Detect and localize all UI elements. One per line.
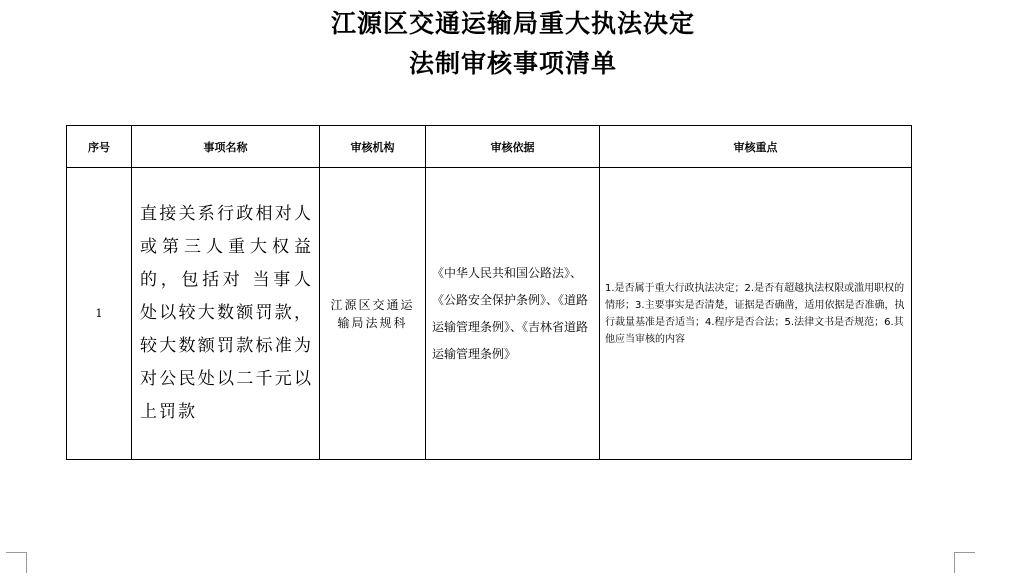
cell-name: 直接关系行政相对人或第三人重大权益的，包括对 当事人处以较大数额罚款， 较大数额罚款标准为对公民处以二千元以上罚款 xyxy=(132,168,320,460)
header-focus: 审核重点 xyxy=(600,126,912,168)
document-title-line2: 法制审核事项清单 xyxy=(408,49,617,78)
header-no: 序号 xyxy=(67,126,132,168)
page-corner-mark-left xyxy=(6,552,27,573)
table-header-row xyxy=(67,126,912,168)
table-row xyxy=(67,168,912,460)
cell-focus: 1.是否属于重大行政执法决定；2.是否有超越执法权限或滥用职权的情形；3.主要事实是否清楚，证据是否确凿，适用依据是否准确，执行裁量基准是否适当；4.程序是否合法；5.法律文书是否规范；6.其他应当审核的内容 xyxy=(600,168,912,460)
page-corner-mark-right xyxy=(954,552,975,573)
document-title-line1: 江源区交通运输局重大执法决定 xyxy=(330,9,695,38)
cell-basis: 《中华人民共和国公路法》、《公路安全保护条例》、《道路运输管理条例》、《吉林省道路运输管理条例》 xyxy=(426,168,600,460)
header-name: 事项名称 xyxy=(132,126,320,168)
header-basis: 审核依据 xyxy=(426,126,600,168)
cell-no: 1 xyxy=(67,168,132,460)
review-items-table xyxy=(66,125,912,460)
header-org: 审核机构 xyxy=(320,126,426,168)
cell-org: 江源区交通运输局法规科 xyxy=(320,168,426,460)
